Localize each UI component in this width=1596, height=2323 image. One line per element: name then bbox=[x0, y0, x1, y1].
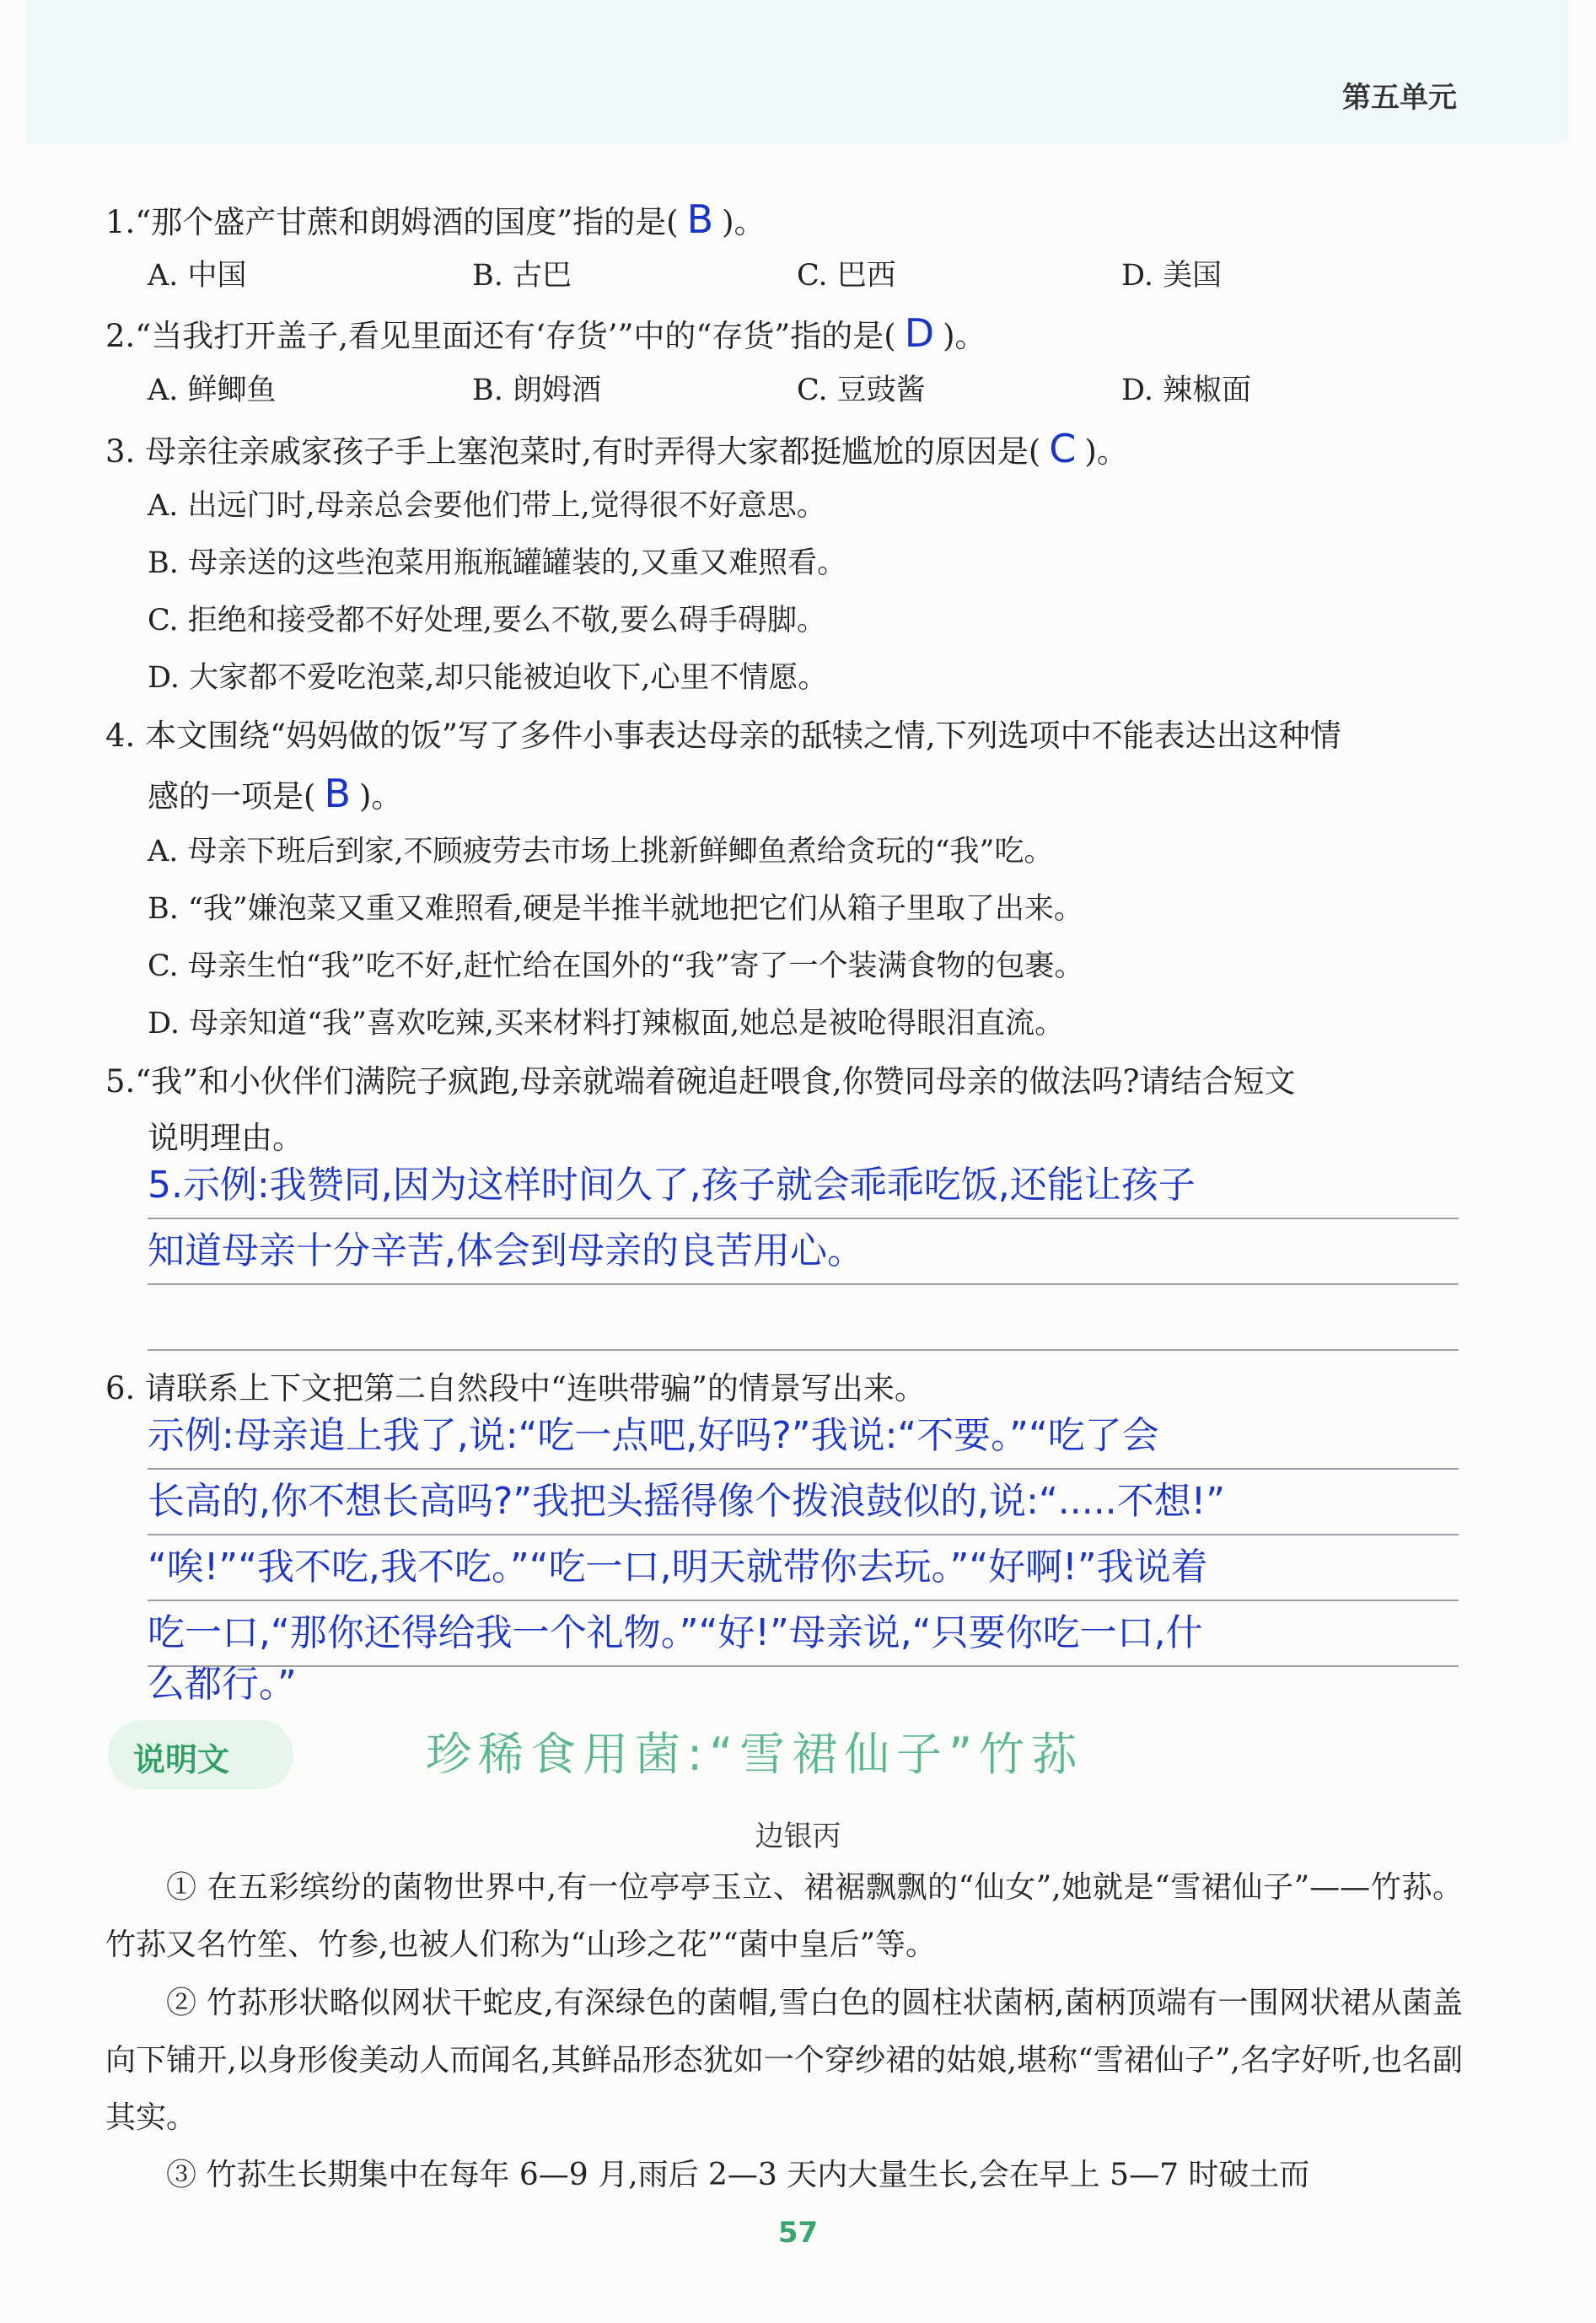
article-title: 珍稀食用菌:“雪裙仙子”竹荪 bbox=[426, 1728, 1084, 1781]
q6-answer-line-1: 示例:母亲追上我了,说:“吃一点吧,好吗?”我说:“不要。”“吃了会 bbox=[148, 1414, 1159, 1457]
q4-option-c: C. 母亲生怕“我”吃不好,赶忙给在国外的“我”寄了一个装满食物的包裹。 bbox=[148, 949, 1084, 983]
q6-answer-line-5: 么都行。” bbox=[148, 1663, 297, 1706]
q3-option-b: B. 母亲送的这些泡菜用瓶瓶罐罐装的,又重又难照看。 bbox=[148, 546, 847, 580]
answer-3: C bbox=[1049, 426, 1077, 471]
q5-answer-line-2: 知道母亲十分辛苦,体会到母亲的良苦用心。 bbox=[148, 1229, 864, 1272]
question-2: 2.“当我打开盖子,看见里面还有‘存货’”中的“存货”指的是( D )。 bbox=[105, 310, 986, 356]
article-paragraph-2: ② 竹荪形状略似网状干蛇皮,有深绿色的菌帽,雪白色的圆柱状菌柄,菌柄顶端有一围网状裙从菌盖向下铺开,以身形俊美动人而闻名,其鲜品形态犹如一个穿纱裙的姑娘,堪称“雪裙仙子”,名字好听,也名副其实。 bbox=[105, 1986, 1463, 2135]
q4-option-d: D. 母亲知道“我”喜欢吃辣,买来材料打辣椒面,她总是被呛得眼泪直流。 bbox=[148, 1007, 1065, 1041]
answer-4: B bbox=[324, 771, 351, 816]
genre-badge: 说明文 bbox=[108, 1720, 293, 1789]
q2-option-b: B. 朗姆酒 bbox=[472, 374, 601, 407]
q4-option-a: A. 母亲下班后到家,不顾疲劳去市场上挑新鲜鲫鱼煮给贪玩的“我”吃。 bbox=[148, 835, 1054, 868]
q6-answer-line-3: “唉!”“我不吃,我不吃。”“吃一口,明天就带你去玩。”“好啊!”我说着 bbox=[148, 1546, 1208, 1589]
unit-label: 第五单元 bbox=[1342, 81, 1457, 115]
page-number: 57 bbox=[777, 2216, 819, 2250]
q2-option-d: D. 辣椒面 bbox=[1121, 374, 1252, 407]
answer-1: B bbox=[686, 196, 714, 242]
answer-line bbox=[148, 1283, 1459, 1285]
article-paragraph-3: ③ 竹荪生长期集中在每年 6—9 月,雨后 2—3 天内大量生长,会在早上 5—7 时破土而 bbox=[166, 2158, 1310, 2192]
question-1: 1.“那个盛产甘蔗和朗姆酒的国度”指的是( B )。 bbox=[105, 196, 766, 242]
q1-option-c: C. 巴西 bbox=[797, 259, 896, 293]
q3-option-a: A. 出远门时,母亲总会要他们带上,觉得很不好意思。 bbox=[148, 489, 826, 523]
question-6: 6. 请联系上下文把第二自然段中“连哄带骗”的情景写出来。 bbox=[105, 1370, 926, 1406]
q5-answer-line-1: 5.示例:我赞同,因为这样时间久了,孩子就会乖乖吃饭,还能让孩子 bbox=[148, 1164, 1196, 1207]
answer-2: D bbox=[904, 310, 935, 356]
answer-line bbox=[148, 1349, 1459, 1351]
question-5-line-1: 5.“我”和小伙伴们满院子疯跑,母亲就端着碗追赶喂食,你赞同母亲的做法吗?请结合短文 bbox=[105, 1063, 1296, 1100]
q6-answer-line-4: 吃一口,“那你还得给我一个礼物。”“好!”母亲说,“只要你吃一口,什 bbox=[148, 1611, 1203, 1654]
q2-option-c: C. 豆豉酱 bbox=[797, 374, 926, 407]
q1-option-d: D. 美国 bbox=[1121, 259, 1223, 293]
question-4-line-1: 4. 本文围绕“妈妈做的饭”写了多件小事表达母亲的舐犊之情,下列选项中不能表达出这种情 bbox=[105, 718, 1341, 754]
question-3: 3. 母亲往亲戚家孩子手上塞泡菜时,有时弄得大家都挺尴尬的原因是( C )。 bbox=[105, 426, 1128, 471]
q1-option-b: B. 古巴 bbox=[472, 259, 572, 293]
q4-option-b: B. “我”嫌泡菜又重又难照看,硬是半推半就地把它们从箱子里取了出来。 bbox=[148, 892, 1083, 926]
answer-line bbox=[148, 1665, 1459, 1667]
q6-answer-line-2: 长高的,你不想长高吗?”我把头摇得像个拨浪鼓似的,说:“.....不想!” bbox=[148, 1480, 1226, 1523]
q2-option-a: A. 鲜鲫鱼 bbox=[148, 374, 277, 407]
article-paragraph-1: ① 在五彩缤纷的菌物世界中,有一位亭亭玉立、裙裾飘飘的“仙女”,她就是“雪裙仙子”——竹荪。竹荪又名竹笙、竹参,也被人们称为“山珍之花”“菌中皇后”等。 bbox=[105, 1870, 1463, 1962]
q1-option-a: A. 中国 bbox=[148, 259, 247, 293]
question-4-line-2: 感的一项是( B )。 bbox=[148, 771, 403, 816]
article-author: 边银丙 bbox=[755, 1820, 841, 1853]
question-5-line-2: 说明理由。 bbox=[148, 1120, 304, 1156]
q3-option-d: D. 大家都不爱吃泡菜,却只能被迫收下,心里不情愿。 bbox=[148, 661, 828, 695]
header-band bbox=[25, 0, 1568, 143]
q3-option-c: C. 拒绝和接受都不好处理,要么不敬,要么碍手碍脚。 bbox=[148, 604, 827, 637]
